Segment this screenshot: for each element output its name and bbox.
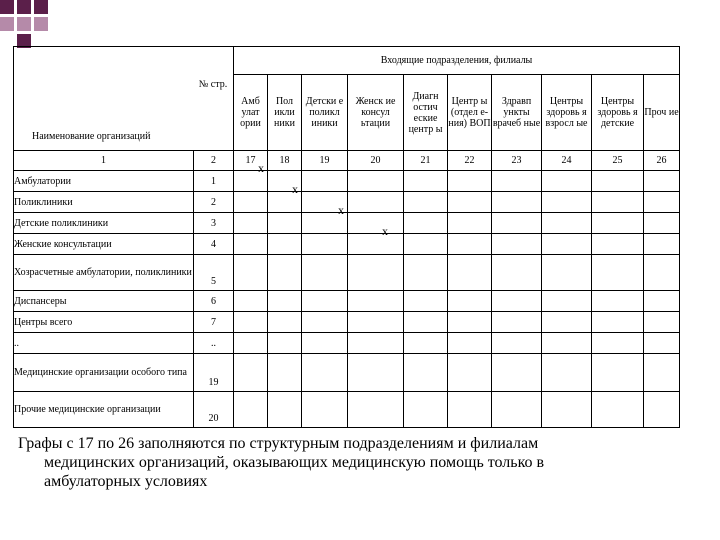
row-name: .. <box>14 333 194 354</box>
x-mark: х <box>338 203 344 217</box>
table-row <box>14 291 680 312</box>
row-number: 20 <box>194 392 234 428</box>
row-name: Диспансеры <box>14 291 194 312</box>
row-name: Поликлиники <box>14 192 194 213</box>
row-number: 1 <box>194 171 234 192</box>
col-number: 26 <box>644 151 680 171</box>
group-header: Входящие подразделения, филиалы <box>234 47 680 75</box>
caption <box>18 434 708 491</box>
subdivision-header: Центры здоровь я взросл ые <box>542 75 592 151</box>
name-header-cell <box>14 47 234 151</box>
organizations-table <box>13 46 680 428</box>
row-number: 7 <box>194 312 234 333</box>
subdivision-header: Центр ы (отдел е-ния) ВОП <box>448 75 492 151</box>
col-number: 19 <box>302 151 348 171</box>
row-name: Центры всего <box>14 312 194 333</box>
row-name: Медицинские организации особого типа <box>14 354 194 392</box>
row-number: 2 <box>194 192 234 213</box>
table-row <box>14 192 680 213</box>
row-number: 6 <box>194 291 234 312</box>
table-row <box>14 312 680 333</box>
table-row <box>14 171 680 192</box>
caption-line: амбулаторных условиях <box>44 473 208 490</box>
caption-line: Графы с 17 по 26 заполняются по структурным подразделениям и филиалам <box>18 435 539 452</box>
col-number: 23 <box>492 151 542 171</box>
deco-square <box>0 0 14 14</box>
deco-square <box>34 0 48 14</box>
x-mark: х <box>382 224 388 238</box>
subdivision-header: Амб улат ории <box>234 75 268 151</box>
table-row <box>14 392 680 428</box>
row-name: Амбулатории <box>14 171 194 192</box>
table-row <box>14 234 680 255</box>
name-header: Наименование организаций <box>32 131 151 142</box>
row-number: 19 <box>194 354 234 392</box>
subdivision-header: Проч ие <box>644 75 680 151</box>
row-number: 3 <box>194 213 234 234</box>
subdivision-header: Женск ие консул ьтации <box>348 75 404 151</box>
deco-square <box>17 17 31 31</box>
col-number: 1 <box>14 151 194 171</box>
col-number: 18 <box>268 151 302 171</box>
table-row <box>14 354 680 392</box>
col-number: 2 <box>194 151 234 171</box>
table-row <box>14 333 680 354</box>
col-number: 22 <box>448 151 492 171</box>
col-number: 24 <box>542 151 592 171</box>
row-name: Хозрасчетные амбулатории, поликлиники <box>14 255 194 291</box>
deco-square <box>0 17 14 31</box>
row-no-header: № стр. <box>198 79 228 90</box>
subdivision-header: Диагн остич еские центр ы <box>404 75 448 151</box>
x-mark: х <box>292 182 298 196</box>
subdivision-header: Пол икли ники <box>268 75 302 151</box>
col-number: 17 <box>234 151 268 171</box>
col-number: 20 <box>348 151 404 171</box>
row-name: Женские консультации <box>14 234 194 255</box>
x-mark: х <box>258 161 264 175</box>
table-row <box>14 255 680 291</box>
row-number: .. <box>194 333 234 354</box>
table-row <box>14 213 680 234</box>
subdivision-header: Здравп ункты врачеб ные <box>492 75 542 151</box>
row-name: Детские поликлиники <box>14 213 194 234</box>
deco-square <box>34 17 48 31</box>
deco-square <box>17 0 31 14</box>
subdivision-header: Детски е поликл иники <box>302 75 348 151</box>
col-number: 21 <box>404 151 448 171</box>
row-number: 5 <box>194 255 234 291</box>
subdivision-header: Центры здоровь я детские <box>592 75 644 151</box>
column-numbers-row <box>14 151 680 171</box>
col-number: 25 <box>592 151 644 171</box>
row-name: Прочие медицинские организации <box>14 392 194 428</box>
row-number: 4 <box>194 234 234 255</box>
caption-line: медицинских организаций, оказывающих медицинскую помощь только в <box>44 454 545 471</box>
